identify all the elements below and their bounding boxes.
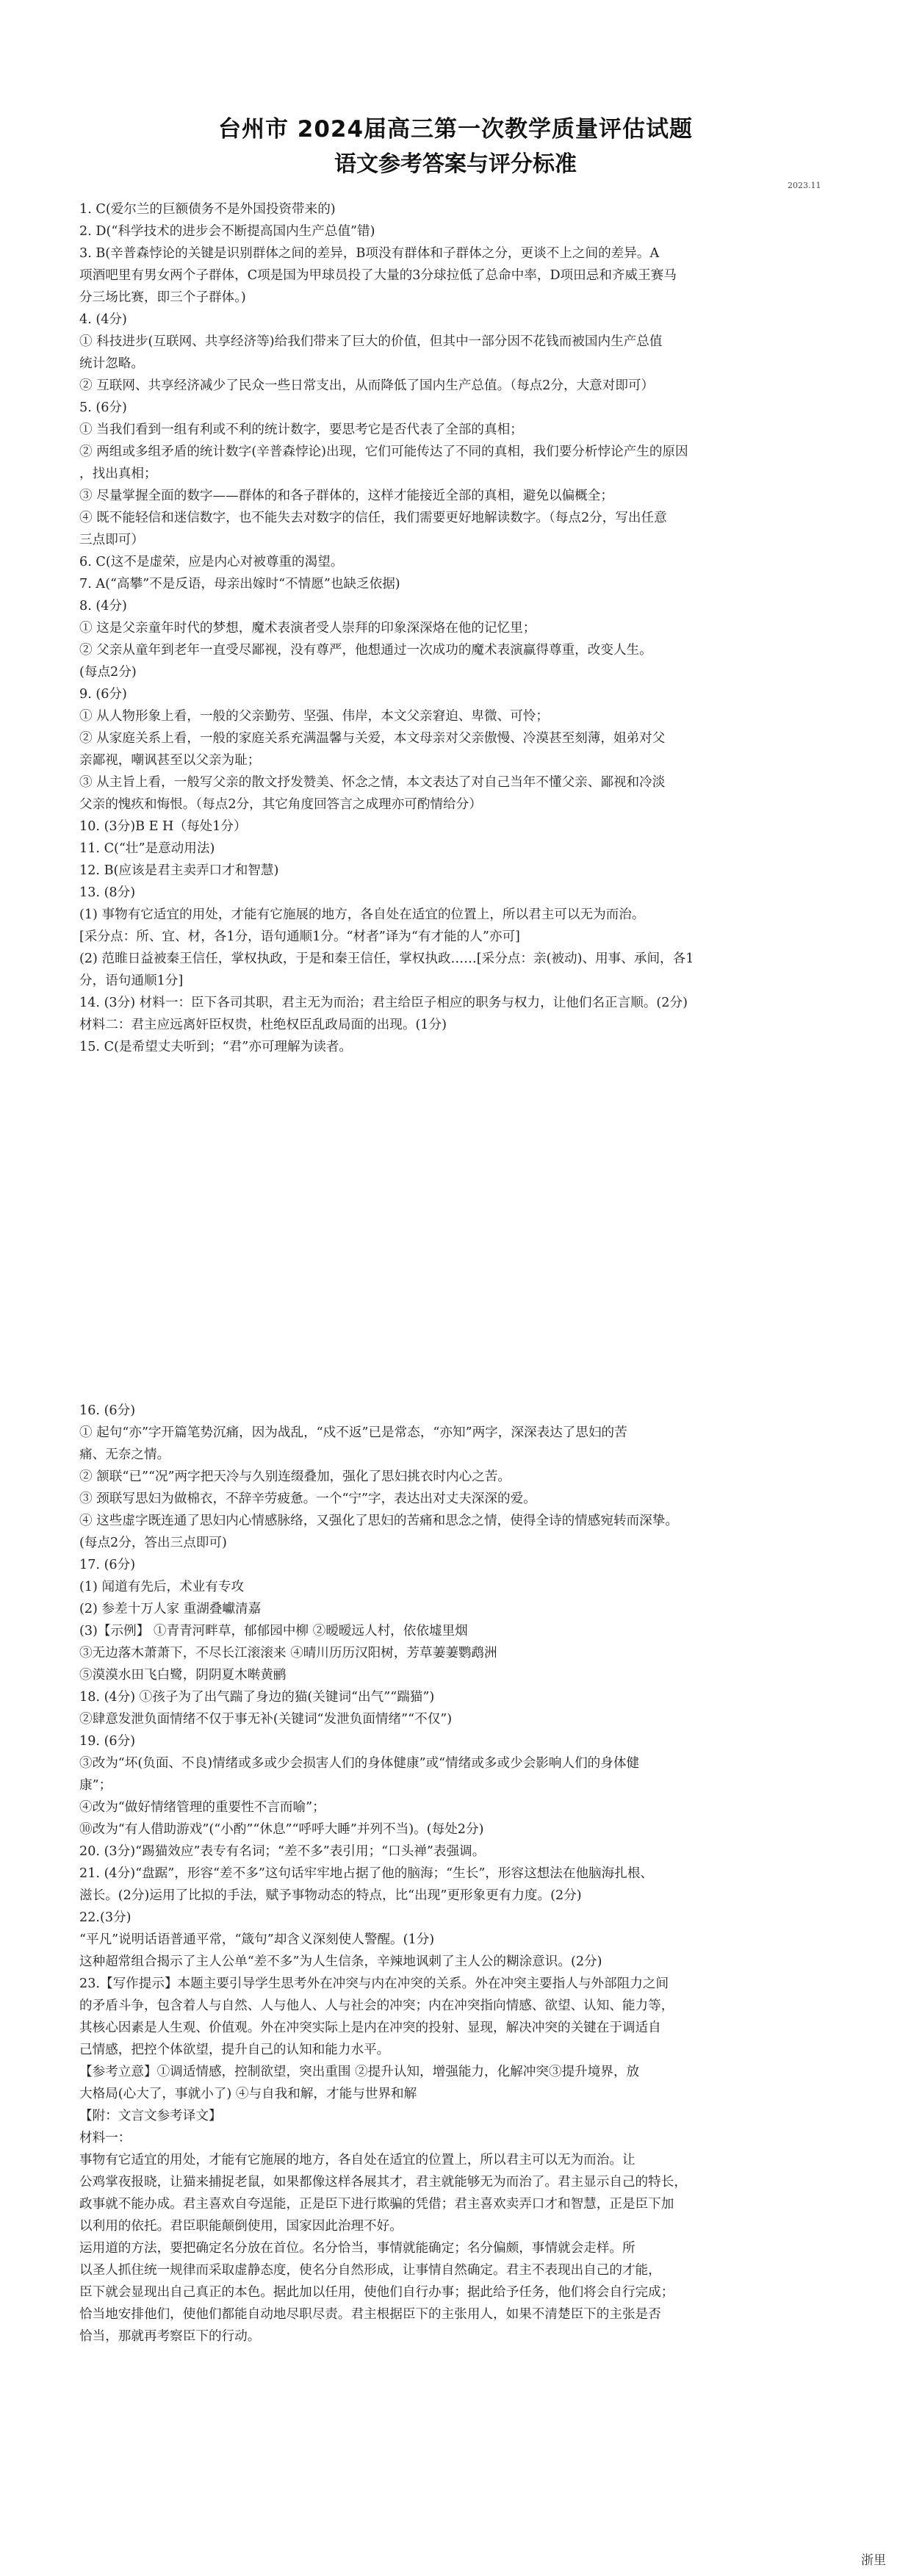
answer-line: 7. A(“高攀”不是反语，母亲出嫁时“不情愿”也缺乏依据) bbox=[79, 577, 400, 591]
answer-line: ② 颔联“已”“况”两字把天冷与久别连缀叠加，强化了思妇挑衣时内心之苦。 bbox=[79, 1469, 511, 1484]
answer-line: 9. (6分) bbox=[79, 687, 127, 702]
answer-line: 23.【写作提示】本题主要引导学生思考外在冲突与内在冲突的关系。外在冲突主要指人与外部阻力之间 bbox=[79, 1976, 669, 1991]
answer-line: (1) 事物有它适宜的用处，才能有它施展的地方，各自处在适宜的位置上，所以君主可以无为而治。 bbox=[79, 907, 645, 922]
answer-line: ① 当我们看到一组有利或不利的统计数字，要思考它是否代表了全部的真相； bbox=[79, 422, 523, 437]
answer-line: 22.(3分) bbox=[79, 1910, 132, 1925]
answer-line: 分三场比赛，即三个子群体。) bbox=[79, 290, 246, 305]
answer-line: 大格局(心大了，事就小了) ④与自我和解，才能与世界和解 bbox=[79, 2087, 417, 2101]
answer-line: 15. C(是希望丈夫听到；“君”亦可理解为读者。 bbox=[79, 1040, 352, 1054]
answer-line: 材料一： bbox=[79, 2131, 132, 2145]
answer-line: 父亲的愧疚和悔恨。（每点2分，其它角度回答言之成理亦可酌情给分） bbox=[79, 797, 482, 812]
answer-line: 14. (3分) 材料一：臣下各司其职，君主无为而治；君主给臣子相应的职务与权力，让他们名正言顺。(2分) bbox=[79, 996, 688, 1010]
answer-line: 康”； bbox=[79, 1778, 112, 1793]
answer-line: 材料二：君主应远离奸臣权贵，杜绝权臣乱政局面的出现。(1分) bbox=[79, 1018, 447, 1032]
answer-line: (每点2分，答出三点即可) bbox=[79, 1536, 227, 1550]
answer-line: ②肆意发泄负面情绪不仅于事无补(关键词“发泄负面情绪”“不仅”) bbox=[79, 1712, 453, 1727]
answer-line: ① 科技进步(互联网、共享经济等)给我们带来了巨大的价值，但其中一部分因不花钱而被国内生产总值 bbox=[79, 334, 663, 349]
answer-line: 18. (4分) ①孩子为了出气踹了身边的猫(关键词“出气”“踹猫”) bbox=[79, 1690, 435, 1705]
answer-line: ③ 颈联写思妇为做棉衣，不辞辛劳疲惫。一个“宁”字，表达出对丈夫深深的爱。 bbox=[79, 1492, 536, 1506]
answer-line: 恰当地安排他们，使他们都能自动地尽职尽责。君主根据臣下的主张用人，如果不清楚臣下的主张是否 bbox=[79, 2307, 661, 2322]
answer-line: 公鸡掌夜报晓，让猫来捕捉老鼠，如果都像这样各展其才，君主就能够无为而治了。君主显示自己的特长， bbox=[79, 2175, 687, 2190]
answer-line: (2) 参差十万人家 重湖叠巘清嘉 bbox=[79, 1602, 262, 1616]
answer-line: 其核心因素是人生观、价值观。外在冲突实际上是内在冲突的投射、显现，解决冲突的关键在于调适自 bbox=[79, 2021, 661, 2035]
answer-line: 滋长。(2分)运用了比拟的手法，赋予事物动态的特点，比“出现”更形象更有力度。(2分) bbox=[79, 1888, 582, 1903]
answer-line: ① 从人物形象上看，一般的父亲勤劳、坚强、伟岸，本文父亲窘迫、卑微、可怜； bbox=[79, 709, 549, 724]
answer-line: 【附：文言文参考译文】 bbox=[79, 2109, 222, 2123]
answer-line: 6. C(这不是虚荣，应是内心对被尊重的渴望。 bbox=[79, 555, 344, 569]
answer-line: (2) 范睢日益被秦王信任，掌权执政，于是和秦王信任，掌权执政……[采分点：亲(被动)、用事、承间，各1 bbox=[79, 951, 694, 966]
answer-line: ② 两组或多组矛盾的统计数字(辛普森悖论)出现，它们可能传达了不同的真相，我们要分析悖论产生的原因 bbox=[79, 445, 688, 459]
answer-line: ② 互联网、共享经济减少了民众一些日常支出，从而降低了国内生产总值。（每点2分，大意对即可） bbox=[79, 378, 655, 393]
answer-line: ① 这是父亲童年时代的梦想，魔术表演者受人崇拜的印象深深烙在他的记忆里； bbox=[79, 621, 536, 636]
answer-line: 以利用的依托。君臣职能颠倒使用，国家因此治理不好。 bbox=[79, 2219, 403, 2234]
answer-line: 【参考立意】①调适情感，控制欲望，突出重围 ②提升认知，增强能力，化解冲突③提升境界，放 bbox=[79, 2065, 640, 2079]
answer-line: 2. D(“科学技术的进步会不断提高国内生产总值”错) bbox=[79, 224, 375, 239]
answer-line: ④ 既不能轻信和迷信数字，也不能失去对数字的信任，我们需要更好地解读数字。（每点2分，写出任意 bbox=[79, 511, 667, 525]
answer-line: ⑩改为“有人借助游戏”(“小酌”“休息”“呼呼大睡”并列不当)。(每处2分) bbox=[79, 1822, 484, 1837]
answer-line: [采分点：所、宜、材，各1分，语句通顺1分。“材者”译为“有才能的人”亦可] bbox=[79, 929, 520, 944]
answer-line: 以圣人抓住统一规律而采取虚静态度，使名分自然形成，让事情自然确定。君主不表现出自己的才能， bbox=[79, 2263, 661, 2278]
answer-line: 16. (6分) bbox=[79, 1403, 136, 1418]
answer-line: “平凡”说明话语普通平常，“箴句”却含义深刻使人警醒。(1分) bbox=[79, 1932, 435, 1947]
answer-line: (每点2分) bbox=[79, 665, 137, 680]
answer-line: 8. (4分) bbox=[79, 599, 127, 614]
corner-watermark-text: 浙里 bbox=[861, 2553, 886, 2568]
answer-line: 政事就不能办成。君主喜欢自夸逞能，正是臣下进行欺骗的凭借；君主喜欢卖弄口才和智慧，正是臣下加 bbox=[79, 2197, 674, 2212]
answer-line: (3)【示例】 ①青青河畔草，郁郁园中柳 ②暧暧远人村，依依墟里烟 bbox=[79, 1624, 468, 1638]
answer-line: (1) 闻道有先后，术业有专攻 bbox=[79, 1580, 245, 1594]
answer-line: ② 父亲从童年到老年一直受尽鄙视，没有尊严，他想通过一次成功的魔术表演赢得尊重，改变人生。 bbox=[79, 643, 652, 658]
answer-line: ③改为“坏(负面、不良)情绪或多或少会损害人们的身体健康”或“情绪或多或少会影响人们的身体健 bbox=[79, 1756, 640, 1771]
answer-line: ① 起句“亦”字开篇笔势沉痛，因为战乱，“戍不返”已是常态，“亦知”两字，深深表达了思妇的苦 bbox=[79, 1425, 627, 1440]
answer-line: ③无边落木萧萧下，不尽长江滚滚来 ④晴川历历汉阳树，芳草萋萋鹦鹉洲 bbox=[79, 1646, 497, 1661]
answer-line: 三点即可） bbox=[79, 533, 144, 547]
answer-line: 21. (4分)“盘踞”，形容“差不多”这句话牢牢地占据了他的脑海；“生长”，形容这想法在他脑海扎根、 bbox=[79, 1866, 654, 1881]
answer-line: 分，语句通顺1分] bbox=[79, 974, 184, 988]
answers-part-2 bbox=[79, 1400, 836, 2347]
page-subtitle: 语文参考答案与评分标准 bbox=[334, 151, 577, 177]
answer-line: 11. C(“壮”是意动用法) bbox=[79, 841, 215, 856]
answer-line: ② 从家庭关系上看，一般的家庭关系充满温馨与关爱，本文母亲对父亲傲慢、冷漠甚至刻薄，姐弟对父 bbox=[79, 731, 666, 746]
answer-line: 这种超常组合揭示了主人公单“差不多”为人生信条，辛辣地讽刺了主人公的糊涂意识。(2分) bbox=[79, 1954, 602, 1969]
answer-line: 3. B(辛普森悖论的关键是识别群体之间的差异，B项没有群体和子群体之分，更谈不上之间的差异。A bbox=[79, 246, 660, 261]
answer-line: 项酒吧里有男女两个子群体，C项是国为甲球员投了大量的3分球拉低了总命中率，D项田忌和齐威王赛马 bbox=[79, 268, 677, 283]
answer-line: ③ 尽量掌握全面的数字——群体的和各子群体的，这样才能接近全部的真相，避免以偏概全； bbox=[79, 489, 613, 503]
answer-line: 20. (3分)“踢猫效应”表专有名词；“差不多”表引用；“口头禅”表强调。 bbox=[79, 1844, 486, 1859]
answer-line: ，找出真相； bbox=[79, 467, 157, 481]
answer-line: 5. (6分) bbox=[79, 400, 127, 415]
answers-part-1 bbox=[79, 198, 836, 1058]
answer-line: ③ 从主旨上看，一般写父亲的散文抒发赞美、怀念之情，本文表达了对自己当年不懂父亲、鄙视和冷淡 bbox=[79, 775, 666, 790]
answer-line: 17. (6分) bbox=[79, 1558, 136, 1572]
answer-line: 10. (3分)B E H（每处1分） bbox=[79, 819, 247, 834]
answer-line: 统计忽略。 bbox=[79, 356, 144, 371]
answer-line: 臣下就会显现出自己真正的本色。据此加以任用，使他们自行办事；据此给予任务，他们将会自行完成； bbox=[79, 2285, 674, 2300]
answer-line: 痛、无奈之情。 bbox=[79, 1447, 170, 1462]
answer-line: ④改为“做好情绪管理的重要性不言而喻”； bbox=[79, 1800, 325, 1815]
answer-line: 己情感，把控个体欲望，提升自己的认知和能力水平。 bbox=[79, 2043, 390, 2057]
answer-line: 12. B(应该是君主卖弄口才和智慧) bbox=[79, 863, 279, 878]
answer-line: 亲鄙视，嘲讽甚至以父亲为耻； bbox=[79, 753, 261, 768]
answer-line: 恰当，那就再考察臣下的行动。 bbox=[79, 2329, 261, 2344]
page-title: 台州市 2024届高三第一次教学质量评估试题 bbox=[217, 116, 694, 143]
answer-line: 13. (8分) bbox=[79, 885, 136, 900]
answer-line: ⑤漠漠水田飞白鹭，阴阴夏木啭黄鹂 bbox=[79, 1668, 287, 1683]
answer-line: 1. C(爱尔兰的巨额债务不是外国投资带来的) bbox=[79, 202, 336, 217]
answer-line: 19. (6分) bbox=[79, 1734, 136, 1749]
answer-line: 运用道的方法，要把确定名分放在首位。名分恰当，事情就能确定；名分偏颇，事情就会走样。所 bbox=[79, 2241, 635, 2256]
issue-date: 2023.11 bbox=[788, 181, 821, 190]
answer-line: 4. (4分) bbox=[79, 312, 127, 327]
answer-line: 事物有它适宜的用处，才能有它施展的地方，各自处在适宜的位置上，所以君主可以无为而治。让 bbox=[79, 2153, 635, 2167]
answer-line: ④ 这些虚字既连通了思妇内心情感脉络，又强化了思妇的苦痛和思念之情，使得全诗的情感宛转而深挚。 bbox=[79, 1514, 678, 1528]
answer-line: 的矛盾斗争，包含着人与自然、人与他人、人与社会的冲突；内在冲突指向情感、欲望、认知、能力等， bbox=[79, 1998, 674, 2013]
